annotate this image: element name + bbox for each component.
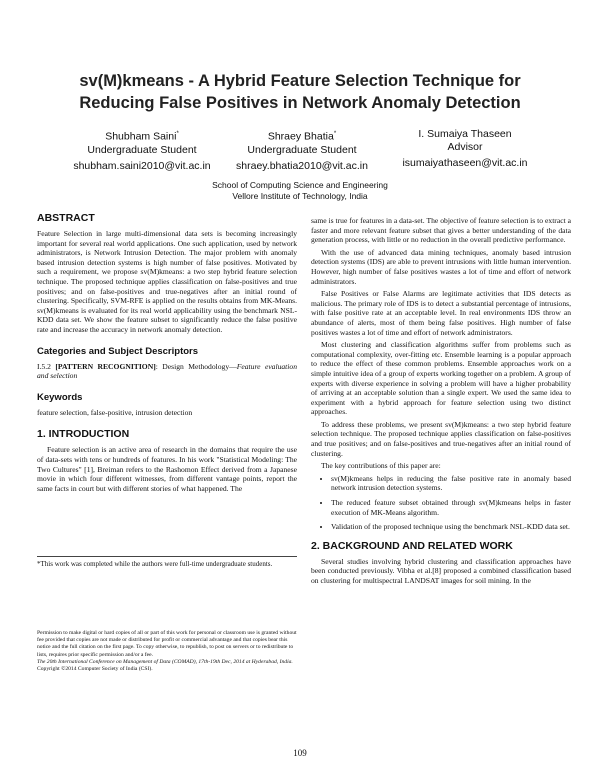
author-role: Undergraduate Student [87, 143, 197, 156]
background-heading: 2. BACKGROUND AND RELATED WORK [311, 539, 513, 552]
author-email[interactable]: isumaiyathaseen@vit.ac.in [402, 157, 528, 169]
abstract-text: Feature Selection in large multi-dimensional data sets is becoming increasingly important for several real world applications. One such application, used by network administrators, is Network Intrusion Detection. The major problem with anomaly based intrusion detection systems is high number of false positives. Motivated by such a requirement, we propose sv(M)kmeans: a two step hybrid feature selection technique. The proposed technique applies classification on false-positives and true positives; and on false-positives and true-negatives after an initial round of clustering. Specifically, SVM-RFE is applied on the results obtains from MK-Means. sv(M)kmeans is evaluated for its real world applicability using the benchmark NSL-KDD data set. We show the feature subset to significantly reduce the false positive rate and increase the accuracy in network anomaly detection. [37, 229, 297, 334]
paragraph: Several studies involving hybrid clustering and classification approaches have been conducted previously. Vibha et al.[8] proposed a combined classification based on clustering for multispectral LANDSAT images for soil mining. In the [311, 556, 571, 585]
footnote: *This work was completed while the authors were full-time undergraduate students. [37, 556, 297, 569]
contributions-list [311, 474, 571, 532]
left-column [37, 212, 297, 496]
author-name: Shubham Saini [105, 130, 177, 143]
right-column [311, 216, 571, 589]
category-label: [PATTERN RECOGNITION] [55, 361, 156, 371]
intro-heading: 1. INTRODUCTION [37, 428, 130, 441]
permission-text: Permission to make digital or hard copies of all or part of this work for personal or classroom use is granted without fee provided that copies are not made or distributed for profit or commercial advantage and that copies bear this notice and the full citation on the first page. To copy otherwise, to republish, to post on servers or to redistribute to lists, requires prior specific permission and/or a fee. [37, 630, 297, 658]
author-block-1 [62, 128, 222, 173]
categories-text [37, 362, 297, 381]
keywords-heading: Keywords [37, 391, 83, 403]
author-block-3 [385, 128, 545, 170]
keywords-text: feature selection, false-positive, intrusion detection [37, 407, 193, 417]
paragraph: The key contributions of this paper are: [321, 461, 441, 471]
author-mark: * [176, 131, 179, 137]
title-line-2: Reducing False Positives in Network Anomaly Detection [79, 94, 521, 112]
author-name: I. Sumaiya Thaseen [418, 128, 512, 140]
author-role: Undergraduate Student [247, 143, 357, 156]
author-email[interactable]: shubham.saini2010@vit.ac.in [73, 159, 211, 172]
author-block-2 [222, 128, 382, 173]
author-email[interactable]: shraey.bhatia2010@vit.ac.in [236, 159, 368, 172]
abstract-heading: ABSTRACT [37, 212, 95, 224]
category-code: I.5.2 [37, 361, 51, 371]
author-role: Advisor [447, 141, 483, 153]
affiliation-line-2: Vellore Institute of Technology, India [232, 191, 368, 201]
permission-notice [37, 630, 297, 673]
list-item: • sv(M)kmeans helps in reducing the false positive rate in anomaly based network intrusion detection systems. [331, 474, 571, 493]
category-italic: Feature evaluation and selection [37, 361, 297, 381]
title-line-1: sv(M)kmeans - A Hybrid Feature Selection Technique for [79, 72, 521, 90]
affiliation-line-1: School of Computing Science and Engineering [212, 180, 388, 190]
categories-heading: Categories and Subject Descriptors [37, 345, 199, 357]
paragraph: same is true for features in a data-set. The objective of feature selection is to extract a faster and more relevant feature subset that gives a better understanding of the data generation process, with little or no reduction in the overall predictive performance. [311, 216, 571, 245]
list-item: • Validation of the proposed technique using the benchmark NSL-KDD data set. [331, 522, 571, 532]
paragraph: To address these problems, we present sv(M)kmeans: a two step hybrid feature selection technique. The proposed technique applies classification on false-positives and true positives; and on false-positives and true-negatives after an initial round of clustering. [311, 419, 571, 458]
category-rest: : Design Methodology— [155, 361, 237, 371]
paper-title [40, 70, 560, 114]
author-mark: * [333, 131, 337, 137]
page-number: 109 [293, 748, 307, 758]
affiliation [150, 180, 450, 202]
paragraph: Most clustering and classification algorithms suffer from problems such as computational complexity, over-fitting etc. Ensemble learning is a popular approach to reduce the effect of these common problems. Ensemble approaches work on a simple intuitive idea of a group of experts working together on a problem. A group of experts with diverse experience in solving a problem will have a higher probability of arriving at an acceptable solution than a single expert. We used the same idea to experiment with a hybrid approach for feature selection using two distinct approaches. [311, 340, 571, 417]
author-name: Shraey Bhatia [267, 130, 334, 143]
paragraph: False Positives or False Alarms are legitimate activities that IDS detects as malicious. The primary role of IDS is to detect a substantial percentage of intrusions, with false positive rate at an acceptable level. In real environments IDS throw an abundance of alerts, most of them being false positives. High number of false positives wastes a lot of time and effort of network administrators. [311, 289, 571, 337]
list-item: • The reduced feature subset obtained through sv(M)kmeans helps in faster execution of MK-Means algorithm. [331, 498, 571, 517]
intro-text: Feature selection is an active area of research in the domains that require the use of data-sets with tens or hundreds of features. In his work "Statistical Modeling: The Two Cultures" [1], Breiman refers to the Rashomon Effect derived from a Japanese movie in which four different witnesses, from different vantage points, report the same facts in court but with different stories of what happened. The [37, 445, 297, 493]
paragraph: With the use of advanced data mining techniques, anomaly based intrusion detection systems (IDS) are able to prevent intrusions with little human intervention. However, high number of false positives wastes a lot of time and effort of network administrators. [311, 247, 571, 286]
conference-info: The 20th International Conference on Management of Data (COMAD), 17th-19th Dec, 2014 at Hyderabad, India. [37, 658, 293, 665]
copyright-line: Copyright ©2014 Computer Society of India (CSI). [37, 666, 153, 673]
